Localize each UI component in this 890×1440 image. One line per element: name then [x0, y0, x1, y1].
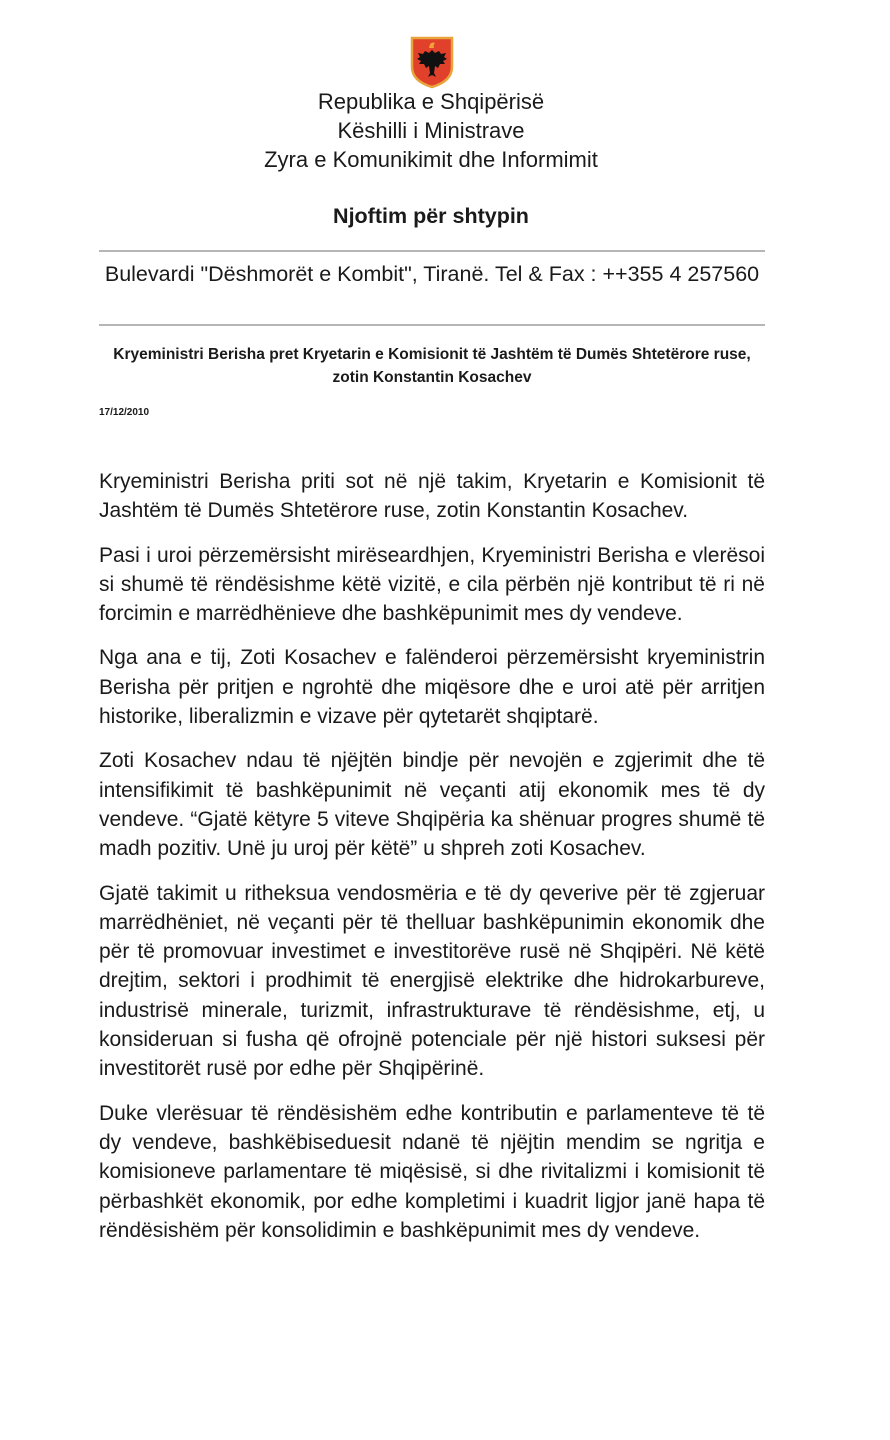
paragraph: Pasi i uroi përzemërsisht mirëseardhjen, Kryeministri Berisha e vlerësoi si shumë të rëndësishme këtë vizitë, e cila përbën një kontribut të ri në forcimin e marrëdhënieve dhe bashkëpunimit mes dy vendeve.	[99, 543, 765, 626]
emblem-graphic	[410, 35, 454, 89]
paragraph: Zoti Kosachev ndau të njëjtën bindje për nevojën e zgjerimit dhe të intensifikimit të bashkëpunimit në veçanti atij ekonomik mes të dy vendeve. “Gjatë këtyre 5 viteve Shqipëria ka shënuar progres shumë të madh pozitiv. Unë ju uroj për këtë” u shpreh zoti Kosachev.	[99, 749, 765, 861]
albanian-coat-of-arms-icon	[410, 35, 454, 89]
press-release-title: Njoftim për shtypin	[333, 204, 529, 228]
article-body	[99, 467, 765, 1260]
paragraph: Kryeministri Berisha priti sot në një takim, Kryetarin e Komisionit të Jashtëm të Dumës Shtetërore ruse, zotin Konstantin Kosachev.	[99, 470, 765, 523]
publication-date: 17/12/2010	[99, 407, 150, 418]
paragraph: Gjatë takimit u ritheksua vendosmëria e të dy qeverive për të zgjeruar marrëdhëniet, në veçanti për të thelluar bashkëpunimin ekonomik dhe për të promovuar investimet e investitorëve rusë në Shqipëri. Në këtë drejtim, sektori i prodhimit të energjisë elektrike dhe hidrokarbureve, industrisë minerale, turizmit, infrastrukturave të rëndësishme, etj, u konsideruan si fusha që ofrojnë potenciale për një histori suksesi për investitorët rusë por edhe për Shqipërinë.	[99, 881, 765, 1081]
article-headline: Kryeministri Berisha pret Kryetarin e Komisionit të Jashtëm të Dumës Shtetërore ruse, zotin Konstantin Kosachev	[113, 346, 751, 386]
header-communication-office: Zyra e Komunikimit dhe Informimit	[264, 147, 598, 172]
divider-bottom	[99, 324, 765, 326]
paragraph: Duke vlerësuar të rëndësishëm edhe kontributin e parlamenteve të të dy vendeve, bashkëbiseduesit ndanë të njëjtin mendim se ngritja e komisioneve parlamentare të miqësisë, si dhe rivitalizmi i komisionit të përbashkët ekonomik, por edhe kompletimi i kuadrit ligjor janë hapa të rëndësishëm për konsolidimin e bashkëpunimit mes dy vendeve.	[99, 1101, 765, 1242]
header-republic: Republika e Shqipërisë	[317, 89, 545, 114]
paragraph: Nga ana e tij, Zoti Kosachev e falënderoi përzemërsisht kryeministrin Berisha për pritjen e ngrohtë dhe miqësore dhe e uroi atë për arritjen historike, liberalizmin e vizave për qytetarët shqiptarë.	[99, 646, 765, 729]
contact-address: Bulevardi "Dëshmorët e Kombit", Tiranë. Tel & Fax : ++355 4 257560	[104, 262, 760, 286]
header-council-of-ministers: Këshilli i Ministrave	[337, 118, 525, 143]
divider-top	[99, 250, 765, 252]
government-header	[0, 87, 862, 174]
